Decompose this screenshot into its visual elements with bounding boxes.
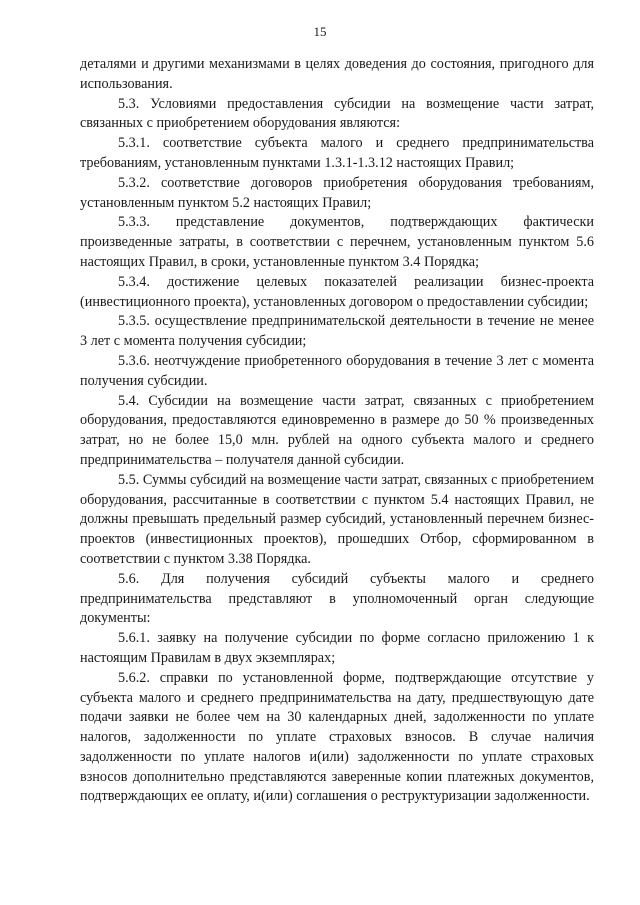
paragraph-5-3: 5.3. Условиями предоставления субсидии на возмещение части затрат, связанных с приобретением оборудования являются:	[80, 95, 594, 132]
paragraph-continuation: деталями и другими механизмами в целях доведения до состояния, пригодного для использования.	[80, 56, 594, 92]
paragraph-5-6-1: 5.6.1. заявку на получение субсидии по форме согласно приложению 1 к настоящим Правилам в двух экземплярах;	[80, 630, 594, 666]
page-number: 15	[313, 24, 327, 39]
paragraph-5-3-4: 5.3.4. достижение целевых показателей реализации бизнес-проекта (инвестиционного проекта), установленных договором о предоставлении субсидии;	[80, 273, 594, 310]
paragraph-5-3-3: 5.3.3. представление документов, подтверждающих фактически произведенные затраты, в соответствии с перечнем, установленным пунктом 5.6 настоящих Правил, в сроки, установленные пунктом 3.4 Порядка;	[80, 214, 594, 270]
paragraph-5-6-2: 5.6.2. справки по установленной форме, подтверждающие отсутствие у субъекта малого и среднего предпринимательства на дату, предшествующую дате подачи заявки не более чем на 30 календарных дней, задолженности по уплате налогов, задолженности по уплате страховых взносов. В случае наличия задолженности по уплате налогов и(или) задолженности по уплате страховых взносов дополнительно представляются заверенные копии платежных документов, подтверждающих ее оплату, и(или) соглашения о реструктуризации задолженности.	[80, 669, 594, 805]
paragraph-5-3-2: 5.3.2. соответствие договоров приобретения оборудования требованиям, установленным пунктом 5.2 настоящих Правил;	[80, 174, 594, 211]
paragraph-5-6: 5.6. Для получения субсидий субъекты малого и среднего предпринимательства представляют в уполномоченный орган следующие документы:	[80, 570, 594, 627]
paragraph-5-3-6: 5.3.6. неотчуждение приобретенного оборудования в течение 3 лет с момента получения субсидии.	[80, 352, 594, 389]
paragraph-5-4: 5.4. Субсидии на возмещение части затрат, связанных с приобретением оборудования, предоставляются единовременно в размере до 50 % произведенных затрат, но не более 15,0 млн. рублей на одного субъекта малого и среднего предпринимательства – получателя данной субсидии.	[80, 392, 594, 468]
paragraph-5-3-1: 5.3.1. соответствие субъекта малого и среднего предпринимательства требованиям, установленным пунктами 1.3.1-1.3.12 настоящих Правил;	[80, 135, 594, 171]
paragraph-5-5: 5.5. Суммы субсидий на возмещение части затрат, связанных с приобретением оборудования, рассчитанные в соответствии с пунктом 5.4 настоящих Правил, не должны превышать предельный размер субсидий, установленный перечнем бизнес-проектов (инвестиционных проектов), прошедших Отбор, сформированном в соответствии с пунктом 3.38 Порядка.	[80, 471, 594, 567]
paragraph-5-3-5: 5.3.5. осуществление предпринимательской деятельности в течение не менее 3 лет с момента получения субсидии;	[80, 313, 594, 350]
document-body	[80, 55, 594, 807]
